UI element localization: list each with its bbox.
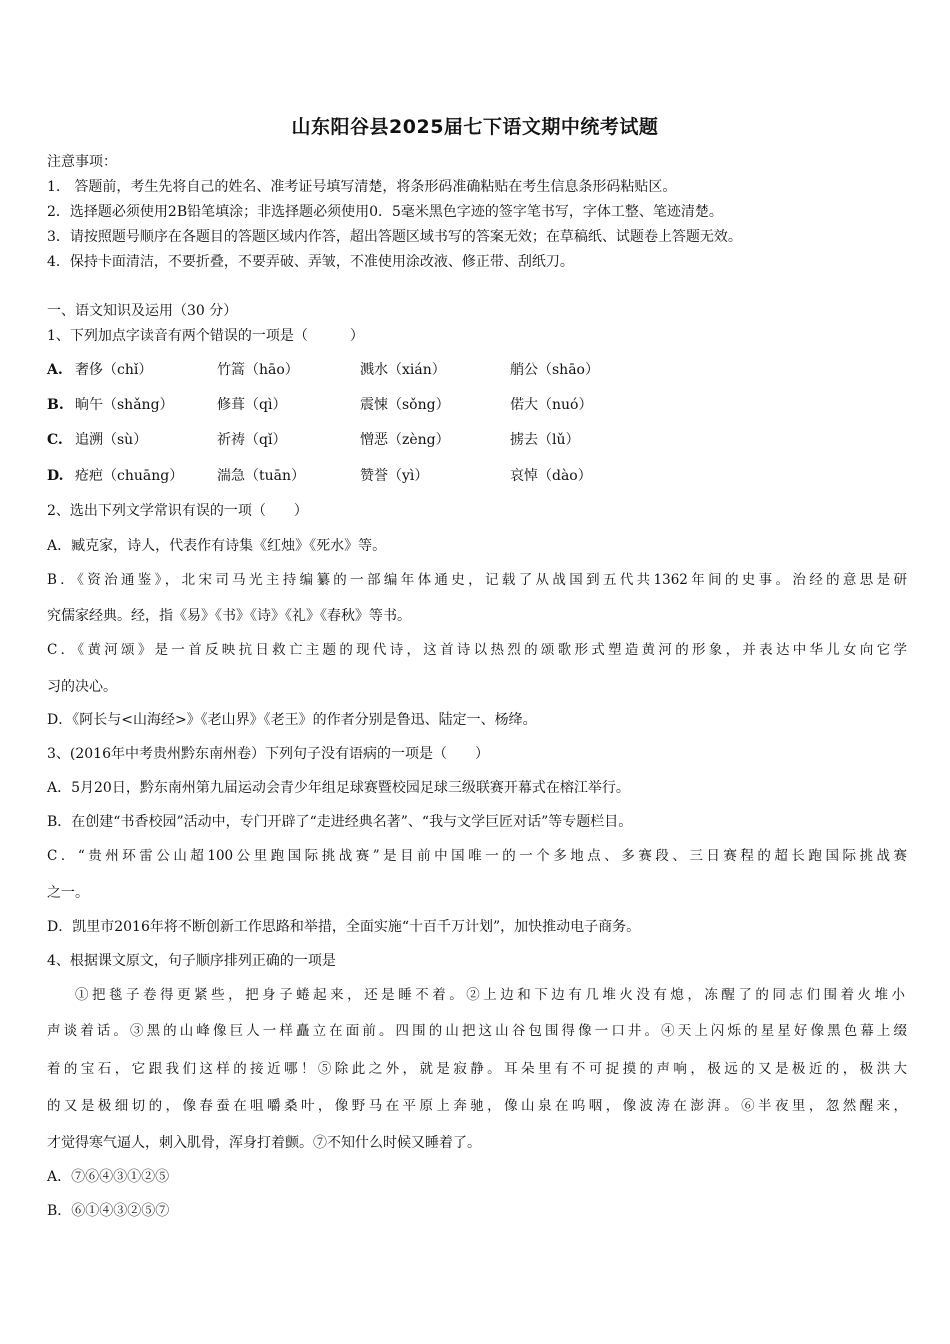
q1-option-item: 竹篙（hāo） [217, 362, 299, 378]
q1-stem: 1、下列加点字读音有两个错误的一项是（ ） [47, 328, 364, 344]
q1-option-item: 祈祷（qǐ） [217, 432, 287, 448]
q1-option-item: 震悚（sǒng） [360, 397, 450, 413]
q1-option-label: B. [47, 397, 64, 413]
q2-stem: 2、选出下列文学常识有误的一项（ ） [47, 503, 308, 519]
section-heading: 一、语文知识及运用（30 分） [47, 303, 238, 319]
q3-option-d: D．凯里市2016年将不断创新工作思路和举措，全面实施“十百千万计划”，加快推动电子商务。 [47, 919, 641, 935]
q1-option-item: 奢侈（chǐ） [75, 362, 153, 378]
q1-option-item: 哀悼（dào） [510, 468, 592, 484]
q4-passage-line2: 声谈着话。③黑的山峰像巨人一样矗立在面前。四围的山把这山谷包围得像一口井。④天上闪烁的星星好像黑色幕上缀 [47, 1023, 907, 1039]
q1-option-item: 追溯（sù） [75, 432, 148, 448]
q2-option-b-line2: 究儒家经典。经，指《易》《书》《诗》《礼》《春秋》等书。 [47, 608, 411, 624]
notice-item-3: 3．请按照题号顺序在各题目的答题区域内作答，超出答题区域书写的答案无效；在草稿纸、试题卷上答题无效。 [47, 229, 742, 245]
notice-item-2: 2．选择题必须使用2B铅笔填涂；非选择题必须使用0．5毫米黑色字迹的签字笔书写，字体工整、笔迹清楚。 [47, 204, 723, 220]
q3-stem: 3、(2016年中考贵州黔东南州卷）下列句子没有语病的一项是（ ） [47, 746, 489, 762]
q3-option-b: B．在创建“书香校园”活动中，专门开辟了“走进经典名著”、“我与文学巨匠对话”等专题栏目。 [47, 814, 633, 830]
q1-option-item: 湍急（tuān） [217, 468, 306, 484]
q1-option-item: 艄公（shāo） [510, 362, 599, 378]
q2-option-b-line1: B．《资治通鉴》，北宋司马光主持编纂的一部编年体通史，记载了从战国到五代共1362年间的史事。治经的意思是研 [47, 572, 907, 588]
notice-item-1: 1. 答题前，考生先将自己的姓名、准考证号填写清楚，将条形码准确粘贴在考生信息条形码粘贴区。 [47, 179, 677, 195]
q2-option-d: D．《阿长与<山海经>》《老山界》《老王》的作者分别是鲁迅、陆定一、杨绛。 [47, 712, 537, 728]
q1-option-item: 晌午（shǎng） [75, 397, 174, 413]
q1-option-item: 赞誉（yì） [360, 468, 429, 484]
q1-option-item: 憎恶（zèng） [360, 432, 450, 448]
q1-option-item: 修葺（qì） [217, 397, 287, 413]
q1-option-label: C. [47, 432, 63, 448]
notice-item-4: 4．保持卡面清洁，不要折叠，不要弄破、弄皱，不准使用涂改液、修正带、刮纸刀。 [47, 254, 574, 270]
q1-option-item: 掳去（lǔ） [510, 432, 580, 448]
q4-passage-line4: 的又是极细切的，像春蚕在咀嚼桑叶，像野马在平原上奔驰，像山泉在呜咽，像波涛在澎湃。⑥半夜里，忽然醒来， [47, 1098, 907, 1114]
q4-stem: 4、根据课文原文，句子顺序排列正确的一项是 [47, 953, 336, 969]
q3-option-c-line1: C．“贵州环雷公山超100公里跑国际挑战赛”是目前中国唯一的一个多地点、多赛段、三日赛程的超长跑国际挑战赛 [47, 848, 907, 864]
notice-heading: 注意事项： [47, 154, 117, 170]
q1-option-label: A. [47, 362, 63, 378]
q4-passage-line5: 才觉得寒气逼人，刺入肌骨，浑身打着颤。⑦不知什么时候又睡着了。 [47, 1135, 481, 1151]
q2-option-a: A．臧克家，诗人，代表作有诗集《红烛》《死水》等。 [47, 538, 387, 554]
q3-option-a: A．5月20日，黔东南州第九届运动会青少年组足球赛暨校园足球三级联赛开幕式在榕江举行。 [47, 780, 630, 796]
q2-option-c-line1: C．《黄河颂》是一首反映抗日救亡主题的现代诗，这首诗以热烈的颂歌形式塑造黄河的形象，并表达中华儿女向它学 [47, 642, 907, 658]
q4-passage-line3: 着的宝石，它跟我们这样的接近哪！⑤除此之外，就是寂静。耳朵里有不可捉摸的声响，极远的又是极近的，极洪大 [47, 1061, 907, 1077]
q4-option-b: B．⑥①④③②⑤⑦ [47, 1203, 170, 1219]
q1-option-item: 疮疤（chuāng） [75, 468, 184, 484]
q4-passage-line1: ①把毯子卷得更紧些，把身子蜷起来，还是睡不着。②上边和下边有几堆火没有熄，冻醒了的同志们围着火堆小 [75, 987, 905, 1003]
q2-option-c-line2: 习的决心。 [47, 679, 117, 695]
q1-option-item: 偌大（nuó） [510, 397, 593, 413]
q1-option-item: 溅水（xián） [360, 362, 446, 378]
q3-option-c-line2: 之一。 [47, 885, 89, 901]
page-title: 山东阳谷县2025届七下语文期中统考试题 [291, 116, 659, 138]
q1-option-label: D. [47, 468, 64, 484]
q4-option-a: A．⑦⑥④③①②⑤ [47, 1169, 170, 1185]
